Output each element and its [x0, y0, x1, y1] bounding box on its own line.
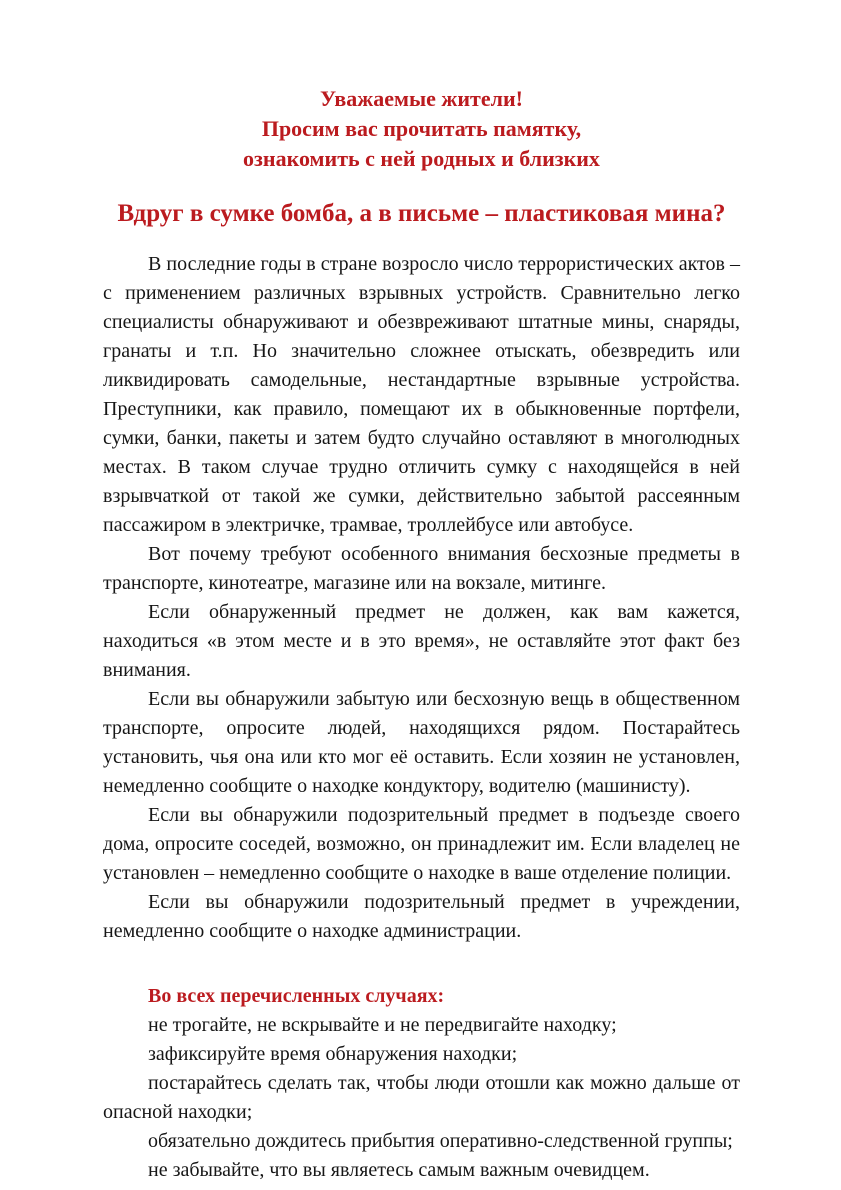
paragraph: В последние годы в стране возросло число террористических актов – с применением различных взрывных устройств. Сравнительно легко специалисты обнаруживают и обезвреживают штатные мины, снаряды, гранаты и т.п. Но значительно сложнее отыскать, обезвредить или ликвидировать самодельные, нестандартные взрывные устройства. Преступники, как правило, помещают их в обыкновенные портфели, сумки, банки, пакеты и затем будто случайно оставляют в многолюдных местах. В таком случае трудно отличить сумку с находящейся в ней взрывчаткой от такой же сумки, действительно забытой рассеянным пассажиром в электричке, трамвае, троллейбусе или автобусе.	[103, 253, 740, 536]
header-appeal	[103, 84, 740, 174]
body-paragraphs	[103, 250, 740, 946]
instruction-item: зафиксируйте время обнаружения находки;	[148, 1043, 518, 1065]
header-line-1: Уважаемые жители!	[320, 86, 523, 111]
instructions-list	[103, 1011, 740, 1185]
instruction-item: не трогайте, не вскрывайте и не передвигайте находку;	[148, 1014, 617, 1036]
paragraph: Вот почему требуют особенного внимания бесхозные предметы в транспорте, кинотеатре, магазине или на вокзале, митинге.	[103, 543, 740, 594]
page-title: Вдруг в сумке бомба, а в письме – пластиковая мина?	[117, 200, 726, 227]
instruction-item: не забывайте, что вы являетесь самым важным очевидцем.	[148, 1159, 650, 1181]
paragraph: Если вы обнаружили подозрительный предмет в учреждении, немедленно сообщите о находке администрации.	[103, 891, 740, 942]
paragraph: Если обнаруженный предмет не должен, как вам кажется, находиться «в этом месте и в это время», не оставляйте этот факт без внимания.	[103, 601, 740, 681]
paragraph: Если вы обнаружили забытую или бесхозную вещь в общественном транспорте, опросите людей, находящихся рядом. Постарайтесь установить, чья она или кто мог её оставить. Если хозяин не установлен, немедленно сообщите о находке кондуктору, водителю (машинисту).	[103, 688, 740, 797]
paragraph: Если вы обнаружили подозрительный предмет в подъезде своего дома, опросите соседей, возможно, он принадлежит им. Если владелец не установлен – немедленно сообщите о находке в ваше отделение полиции.	[103, 804, 740, 884]
header-line-3: ознакомить с ней родных и близких	[243, 146, 600, 171]
instructions-section	[103, 982, 740, 1185]
instruction-item: обязательно дождитесь прибытия оперативно-следственной группы;	[148, 1130, 733, 1152]
header-line-2: Просим вас прочитать памятку,	[261, 116, 582, 141]
instructions-heading: Во всех перечисленных случаях:	[148, 985, 445, 1007]
instruction-item: постарайтесь сделать так, чтобы люди отошли как можно дальше от опасной находки;	[103, 1072, 740, 1123]
